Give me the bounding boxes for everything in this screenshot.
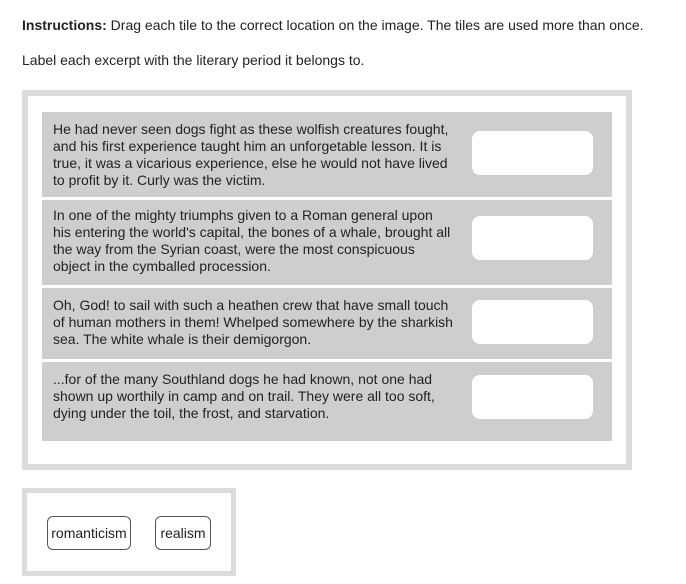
- instructions-label: Instructions:: [22, 17, 107, 33]
- excerpt-row-2: [42, 200, 612, 288]
- excerpt-row-3: [42, 288, 612, 362]
- drop-target-4[interactable]: [472, 375, 593, 419]
- excerpt-rows: [42, 112, 612, 444]
- tile-bank: [22, 488, 236, 576]
- drop-panel: [22, 90, 632, 470]
- drop-target-3[interactable]: [472, 300, 593, 344]
- excerpt-text-2: In one of the mighty triumphs given to a Roman general upon his entering the world's capital, the bones of a whale, brought all the way from the Syrian coast, were the most conspicuous object in the cymballed procession.: [53, 207, 451, 274]
- tile-romanticism[interactable]: romanticism: [47, 516, 131, 550]
- instructions-text: Drag each tile to the correct location on the image. The tiles are used more than once.: [106, 17, 644, 33]
- tile-realism[interactable]: realism: [155, 516, 211, 550]
- excerpt-row-1: [42, 112, 612, 200]
- excerpt-text-3: Oh, God! to sail with such a heathen crew that have small touch of human mothers in them! Whelped somewhere by the sharkish sea. The white whale is their demigorgon.: [53, 297, 453, 347]
- question-prompt: Label each excerpt with the literary period it belongs to.: [22, 52, 365, 68]
- drop-target-2[interactable]: [472, 216, 593, 260]
- instructions: [22, 16, 644, 34]
- excerpt-text-4: ...for of the many Southland dogs he had known, not one had shown up worthily in camp and on trail. They were all too soft, dying under the toil, the frost, and starvation.: [53, 371, 435, 421]
- excerpt-text-1: He had never seen dogs fight as these wolfish creatures fought, and his first experience taught him an unforgetable lesson. It is true, it was a vicarious experience, else he would not have lived to profit by it. Curly was the victim.: [53, 121, 449, 188]
- drop-target-1[interactable]: [472, 131, 593, 175]
- excerpt-row-4: [42, 362, 612, 444]
